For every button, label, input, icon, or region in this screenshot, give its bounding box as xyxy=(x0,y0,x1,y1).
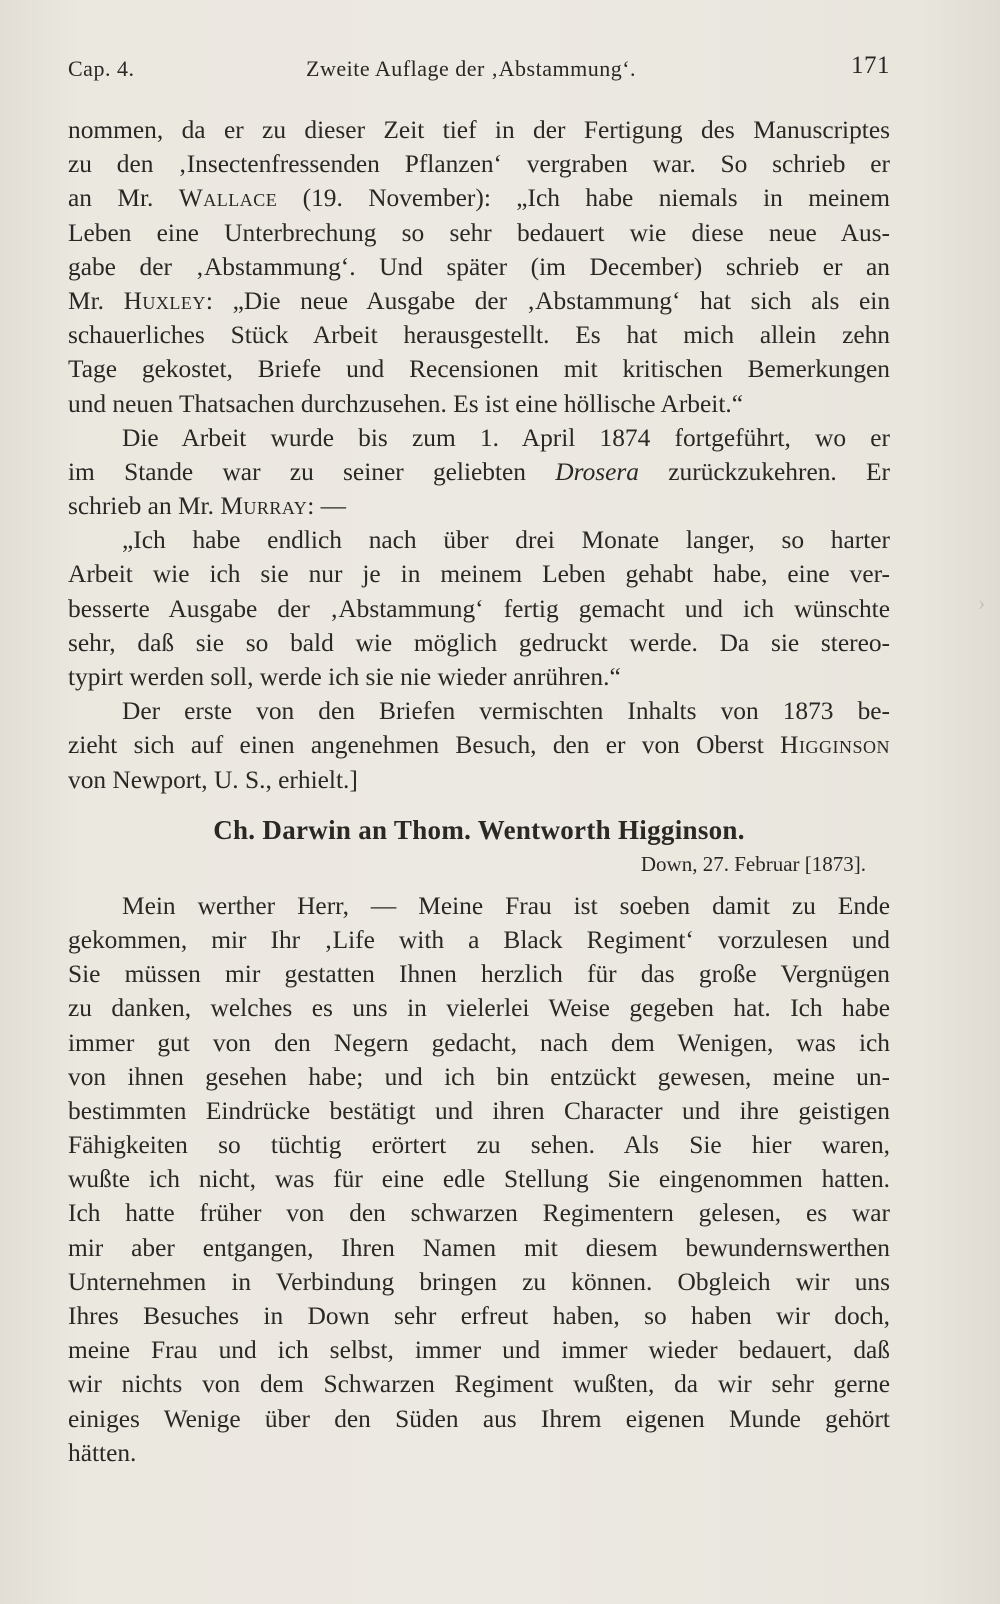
text-line xyxy=(68,1367,890,1401)
text-run: Mr. xyxy=(68,286,124,315)
text-run: immer gut von den Negern gedacht, nach dem Wenigen, was ich xyxy=(68,1028,890,1057)
text-line xyxy=(68,1299,890,1333)
text-line xyxy=(68,592,890,626)
text-line xyxy=(68,1128,890,1162)
text-run: Ihres Besuches in Down sehr erfreut haben, so haben wir doch, xyxy=(68,1302,890,1330)
text-run: Die Arbeit wurde bis zum 1. April 1874 fortgeführt, wo er xyxy=(122,423,890,452)
text-run: von Newport, U. S., erhielt.] xyxy=(68,765,358,794)
text-run: zieht sich auf einen angenehmen Besuch, den er von Oberst xyxy=(68,731,781,760)
text-line xyxy=(68,489,890,523)
text-run: mir aber entgangen, Ihren Namen mit diesem bewundernswerthen xyxy=(68,1233,890,1262)
text-run: Tage gekostet, Briefe und Recensionen mit kritischen Bemerkungen xyxy=(68,355,890,384)
text-run: gabe der ‚Abstammung‘. Und später (im December) schrieb er an xyxy=(68,252,890,281)
text-run: wir nichts von dem Schwarzen Regiment wußten, da wir sehr gerne xyxy=(68,1370,890,1399)
text-line xyxy=(68,352,890,386)
text-line xyxy=(68,387,890,421)
text-line xyxy=(68,626,890,660)
text-run: bestimmten Eindrücke bestätigt und ihren Character und ihre geistigen xyxy=(68,1096,890,1125)
running-header xyxy=(68,52,890,88)
text-run: Mein werther Herr, — Meine Frau ist soeben damit zu Ende xyxy=(122,891,890,920)
person-name: Murray xyxy=(220,492,308,521)
text-run: schrieb an Mr. xyxy=(68,492,221,521)
text-run: meine Frau und ich selbst, immer und immer wieder bedauert, daß xyxy=(68,1336,890,1365)
text-run: (19. November): „Ich habe niemals in meinem xyxy=(277,184,891,213)
text-line xyxy=(68,1196,890,1230)
paragraph-1 xyxy=(68,113,890,421)
text-line xyxy=(68,250,890,284)
letter-dateline: Down, 27. Februar [1873]. xyxy=(640,851,866,876)
text-line xyxy=(68,1094,890,1128)
paragraph-5 xyxy=(68,889,890,1470)
text-run: Fähigkeiten so tüchtig erörtert zu sehen. Als Sie hier waren, xyxy=(68,1131,890,1160)
text-line xyxy=(68,318,890,352)
text-line xyxy=(68,1060,890,1094)
text-line xyxy=(68,923,890,957)
margin-glyph: › xyxy=(978,590,986,615)
italic-term: Drosera xyxy=(555,457,639,486)
text-run: im Stande war zu seiner geliebten xyxy=(68,457,556,486)
text-line xyxy=(68,660,890,694)
text-line xyxy=(68,694,890,728)
text-run: einiges Wenige über den Süden aus Ihrem eigenen Munde gehört xyxy=(68,1404,890,1433)
text-run: nommen, da er zu dieser Zeit tief in der Fertigung des Manuscriptes xyxy=(68,116,890,144)
text-run: wußte ich nicht, was für eine edle Stellung Sie eingenommen hatten. xyxy=(68,1165,890,1194)
text-run: : — xyxy=(307,492,347,521)
text-line xyxy=(68,991,890,1025)
text-run: hätten. xyxy=(68,1438,137,1467)
paragraph-3 xyxy=(68,523,890,694)
text-line xyxy=(68,889,890,923)
page-body xyxy=(68,113,890,1470)
text-line xyxy=(68,1402,890,1436)
text-run: Unternehmen in Verbindung bringen zu können. Obgleich wir uns xyxy=(68,1267,890,1296)
text-run: besserte Ausgabe der ‚Abstammung‘ fertig gemacht und ich wünschte xyxy=(68,594,890,623)
text-line xyxy=(68,1265,890,1299)
text-run: von ihnen gesehen habe; und ich bin entzückt gewesen, meine un- xyxy=(68,1062,890,1091)
text-line xyxy=(68,557,890,591)
text-line xyxy=(68,1333,890,1367)
paragraph-2 xyxy=(68,421,890,524)
text-line xyxy=(68,455,890,489)
person-name: Higginson xyxy=(780,731,890,760)
text-run: Arbeit wie ich sie nur je in meinem Leben gehabt habe, eine ver- xyxy=(68,560,890,589)
text-line xyxy=(68,216,890,250)
paragraph-4 xyxy=(68,694,890,797)
text-line xyxy=(68,957,890,991)
person-name: Huxley xyxy=(123,286,206,315)
text-run: schauerliches Stück Arbeit herausgestellt. Es hat mich allein zehn xyxy=(68,321,890,350)
text-line xyxy=(68,421,890,455)
text-line xyxy=(68,147,890,181)
text-run: und neuen Thatsachen durchzusehen. Es ist eine höllische Arbeit.“ xyxy=(68,389,743,418)
text-line xyxy=(68,523,890,557)
text-run: : „Die neue Ausgabe der ‚Abstammung‘ hat sich als ein xyxy=(205,286,891,315)
text-line xyxy=(68,1231,890,1265)
text-run: sehr, daß sie so bald wie möglich gedruckt werde. Da sie stereo- xyxy=(68,628,890,657)
text-line xyxy=(68,181,890,215)
text-run: Der erste von den Briefen vermischten Inhalts von 1873 be- xyxy=(122,697,890,726)
person-name: Wallace xyxy=(178,184,278,213)
text-run: zu danken, welches es uns in vielerlei Weise gegeben hat. Ich habe xyxy=(68,994,890,1023)
text-run: typirt werden soll, werde ich sie nie wieder anrühren.“ xyxy=(68,663,621,691)
text-run: Ich hatte früher von den schwarzen Regimentern gelesen, es war xyxy=(68,1199,890,1228)
text-line xyxy=(68,1162,890,1196)
running-title: Zweite Auflage der ‚Abstammung‘. xyxy=(306,56,637,81)
text-run: gekommen, mir Ihr ‚Life with a Black Regiment‘ vorzulesen und xyxy=(68,925,890,954)
letter-heading: Ch. Darwin an Thom. Wentworth Higginson. xyxy=(213,814,745,845)
text-run: zurückzukehren. Er xyxy=(639,457,890,486)
text-line xyxy=(68,1436,890,1470)
text-run: zu den ‚Insectenfressenden Pflanzen‘ vergraben war. So schrieb er xyxy=(68,150,890,179)
text-line xyxy=(68,728,890,762)
text-run: an Mr. xyxy=(68,184,179,213)
text-run: Sie müssen mir gestatten Ihnen herzlich für das große Vergnügen xyxy=(68,960,890,989)
text-run: Leben eine Unterbrechung so sehr bedauert wie diese neue Aus- xyxy=(68,218,890,247)
page-number: 171 xyxy=(851,52,890,79)
text-line xyxy=(68,763,890,797)
text-line xyxy=(68,113,890,147)
text-line xyxy=(68,284,890,318)
chapter-label: Cap. 4. xyxy=(68,56,135,81)
text-line xyxy=(68,1026,890,1060)
text-run: „Ich habe endlich nach über drei Monate langer, so harter xyxy=(122,526,890,555)
